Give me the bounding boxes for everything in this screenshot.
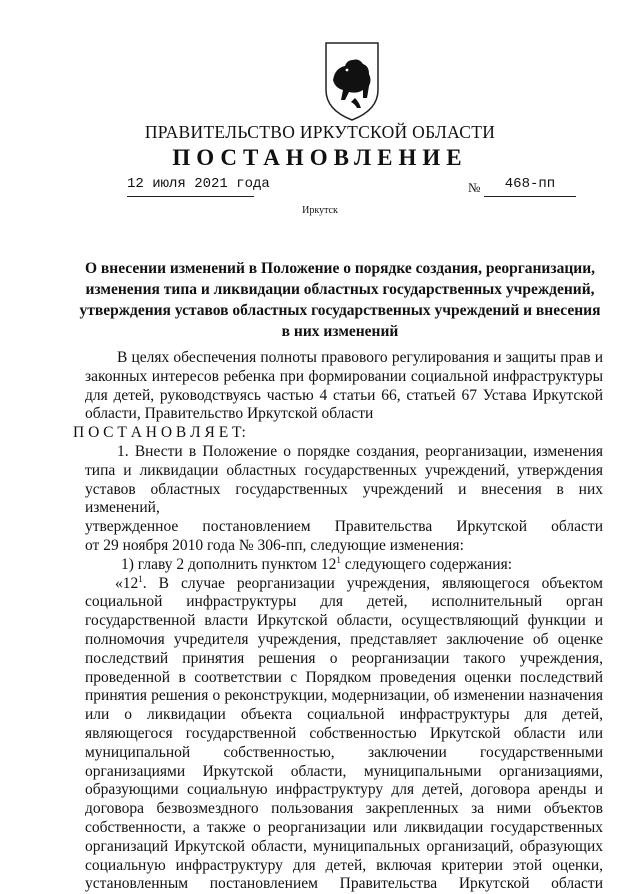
coat-of-arms-emblem	[323, 40, 381, 122]
body-line: В целях обеспечения полноты правового регулирования и защиты прав и	[117, 349, 603, 366]
title-line: утверждения уставов областных государственных учреждений и внесения	[79, 302, 601, 319]
body-line: для детей, руководствуясь частью 4 статьи 66, статьей 67 Устава Иркутской	[85, 386, 603, 404]
date-underline	[127, 196, 254, 197]
amendment-item: 1) главу 2 дополнить пунктом $12^1$ следующего содержания:	[121, 554, 513, 573]
body-line: установленным постановлением Правительства Иркутской области	[85, 875, 603, 893]
government-name: ПРАВИТЕЛЬСТВО ИРКУТСКОЙ ОБЛАСТИ	[144, 122, 496, 142]
title-line: в них изменений	[281, 323, 399, 340]
resolve-word: П О С Т А Н О В Л Я Е Т:	[73, 424, 246, 442]
body-line: социальной инфраструктуры для детей, исполнительный орган	[85, 593, 603, 611]
body-line: последствий принятия решения о реорганизации такого учреждения,	[85, 649, 603, 667]
body-line: договора безвозмездного пользования закрепленных за ними объектов	[85, 800, 603, 818]
document-title	[70, 258, 610, 342]
body-line: полномочия учредителя учреждения, представляет заключение об оценке	[85, 630, 603, 648]
clause-heading: «$12^1$. В случае реорганизации учреждения, являющегося объектом	[115, 573, 603, 592]
body-line: являющегося государственной собственностью Иркутской области или	[85, 724, 603, 742]
body-line: или о ликвидации объекта социальной инфраструктуры для детей,	[85, 706, 603, 724]
city-name: Иркутск	[302, 205, 338, 216]
body-line: принятия решения о реконструкции, модернизации, об изменении назначения	[85, 687, 603, 705]
body-line: государственной власти Иркутской области, осуществляющий функции и	[85, 612, 603, 630]
body-line: образующими социальную инфраструктуру для детей, договора аренды и	[85, 781, 603, 799]
body-line: проведенной в соответствии с Порядком проведения оценки последствий	[85, 668, 603, 686]
document-type: ПОСТАНОВЛЕНИЕ	[172, 145, 468, 170]
body-line: законных интересов ребенка при формировании социальной инфраструктуры	[85, 367, 603, 385]
number-underline	[484, 196, 576, 197]
body-line: от 29 ноября 2010 года № 306-пп, следующие изменения:	[85, 536, 464, 554]
title-line: изменения типа и ликвидации областных государственных учреждений,	[85, 281, 595, 298]
document-body	[73, 349, 603, 894]
body-line: организаций Иркутской области, муниципальных организаций, образующих	[85, 837, 603, 855]
title-line: О внесении изменений в Положение о порядке создания, реорганизации,	[85, 260, 595, 277]
body-line: типа и ликвидации областных государственных учреждений, утверждения	[85, 461, 603, 479]
body-line: утвержденное постановлением Правительства Иркутской области	[85, 518, 603, 536]
body-line: социальную инфраструктуру для детей, включая критерии этой оценки,	[85, 856, 603, 874]
document-number: 468-пп	[504, 176, 556, 192]
body-line: муниципальной собственностью, заключении государственными	[85, 743, 603, 761]
body-line: области, Правительство Иркутской области	[85, 405, 374, 423]
body-line: организациями Иркутской области, муниципальными организациями,	[85, 762, 603, 780]
number-sign: №	[468, 180, 481, 195]
document-date: 12 июля 2021 года	[127, 176, 270, 192]
body-line: уставов областных государственных учреждений и внесения в них изменений,	[85, 480, 603, 517]
body-line: собственности, а также о реорганизации или ликвидации государственных	[85, 818, 603, 836]
body-line: 1. Внести в Положение о порядке создания, реорганизации, изменения	[117, 442, 603, 460]
